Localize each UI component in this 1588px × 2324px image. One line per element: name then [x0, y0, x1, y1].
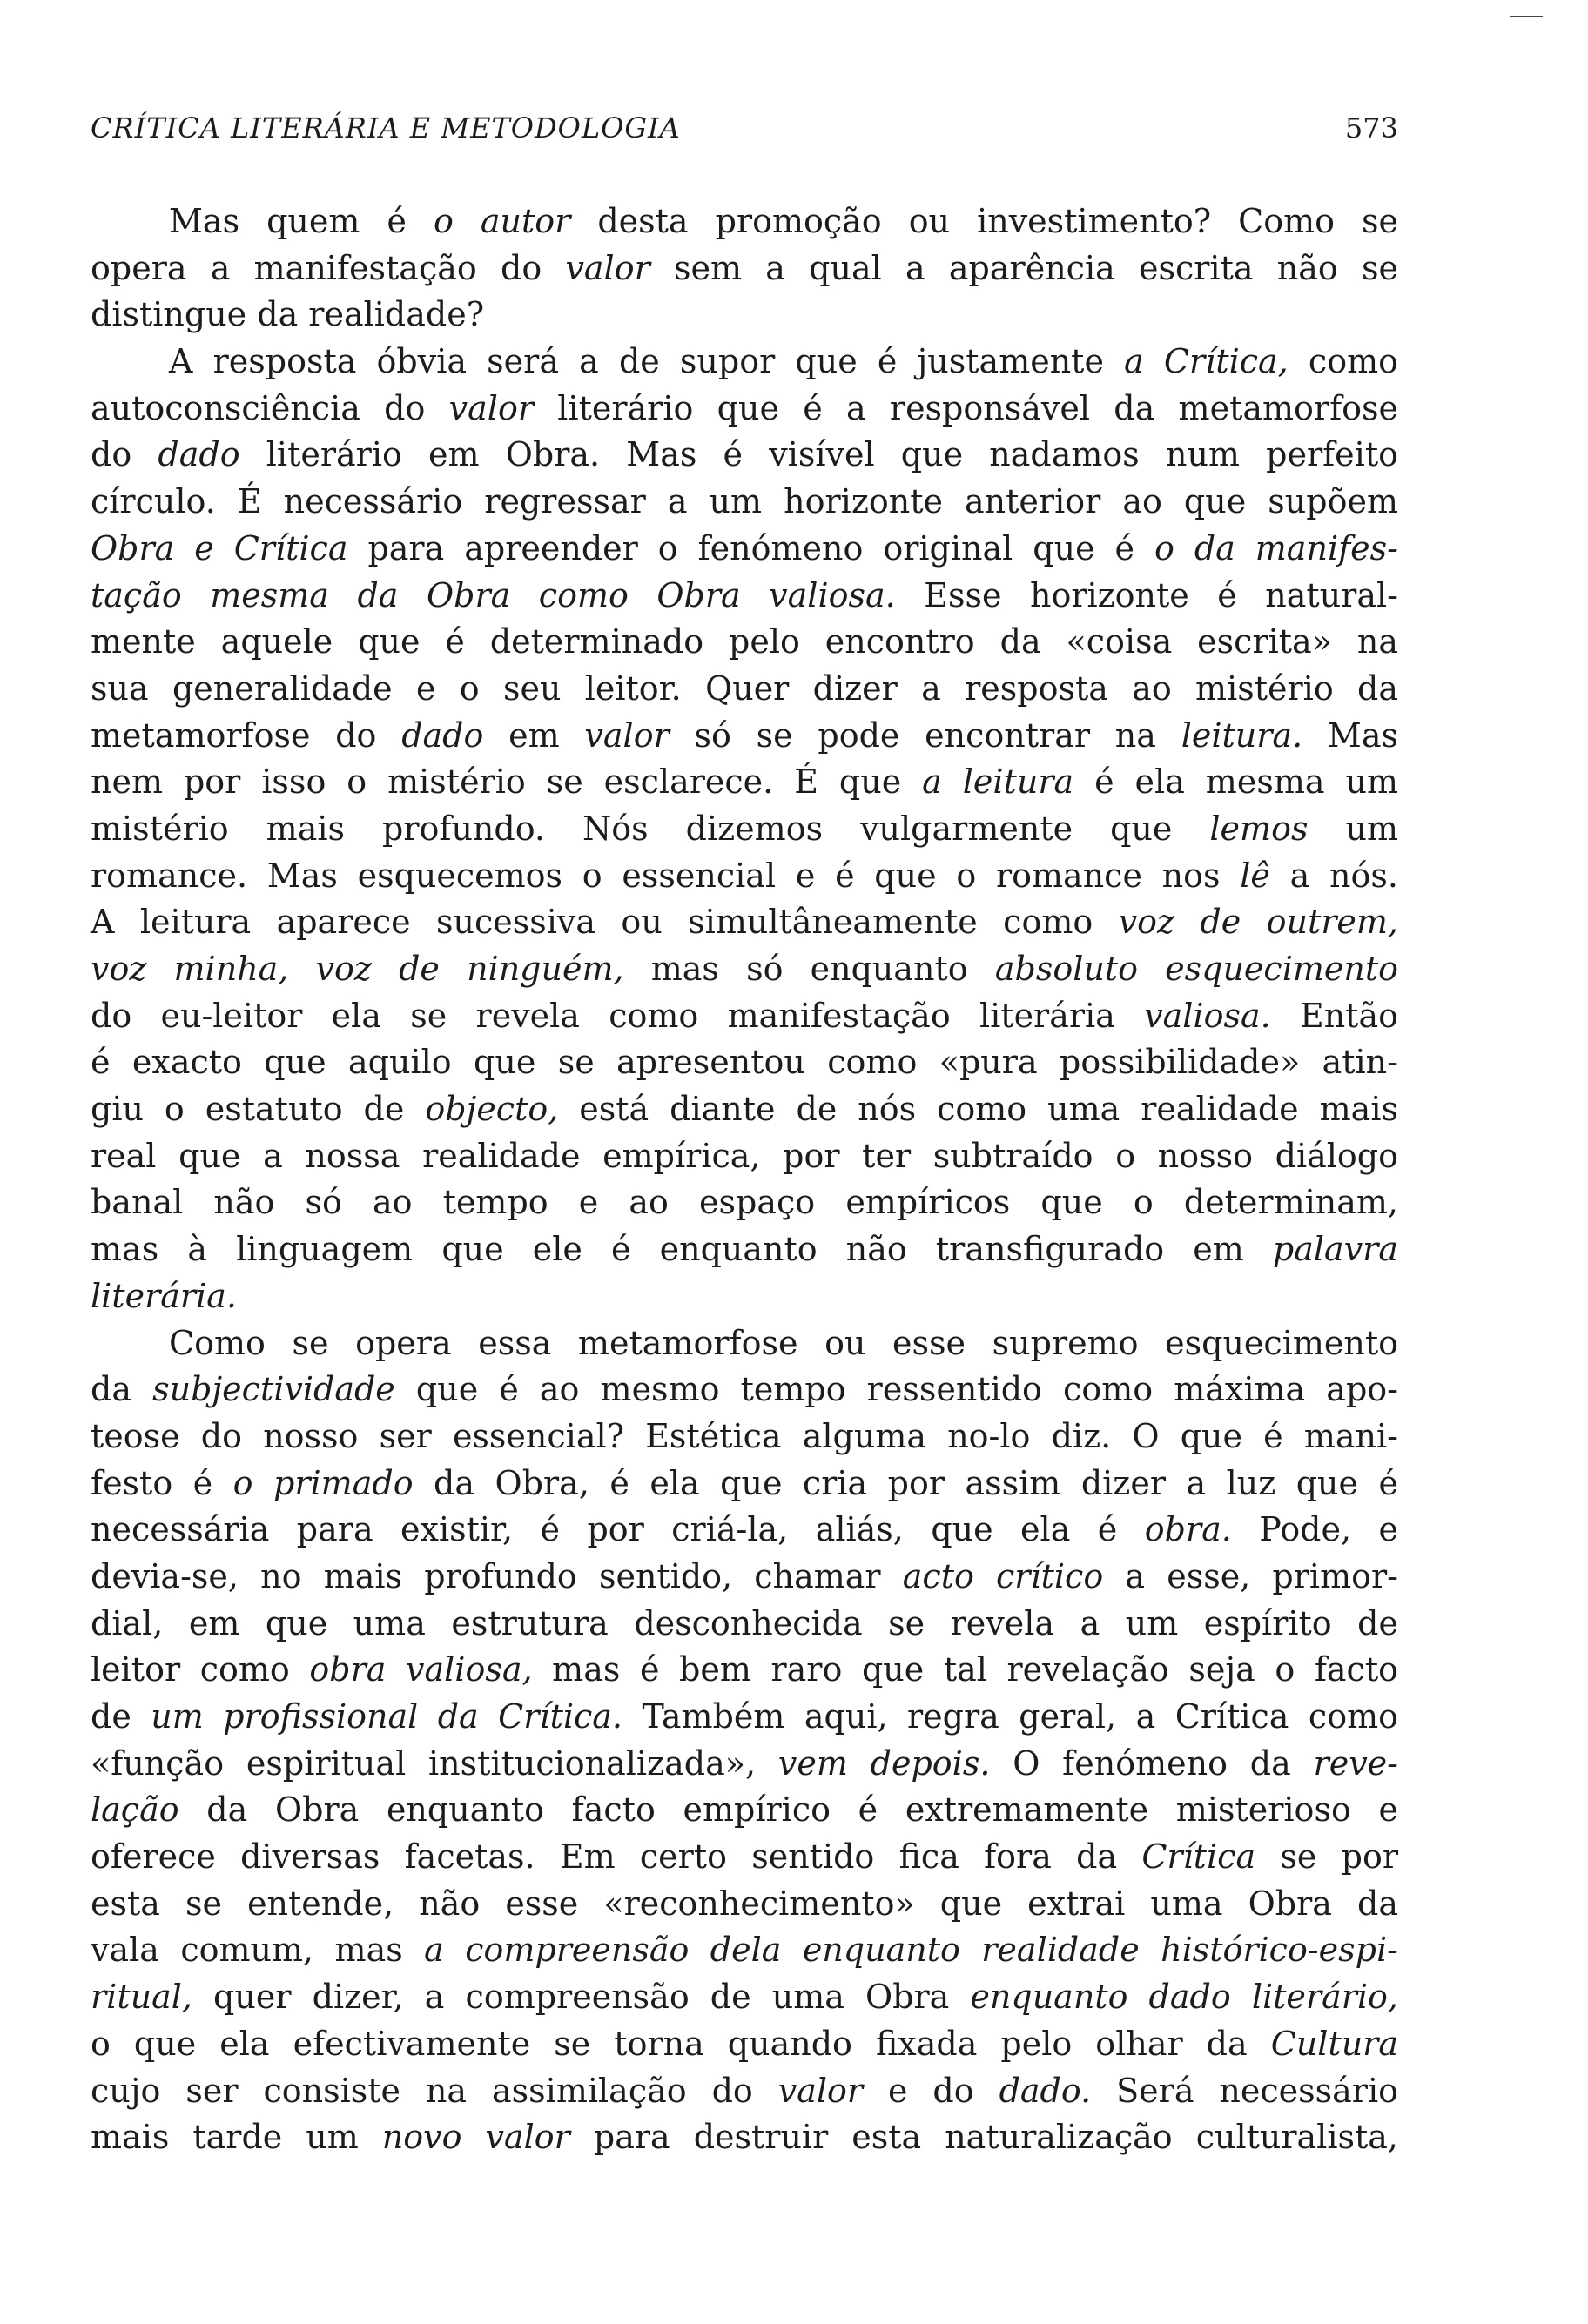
text-line: [91, 899, 1398, 946]
text-span: que é ao mesmo tempo ressentido como máxima apo-: [394, 1370, 1398, 1409]
text-line-content: [91, 432, 1398, 479]
text-line-content: [91, 1507, 1398, 1554]
text-span: leitor como: [91, 1650, 310, 1689]
italic-text: valor: [777, 2071, 864, 2110]
text-span: desta promoção ou investimento? Como se: [570, 202, 1398, 240]
text-line-content: [91, 1039, 1398, 1086]
text-line-content: [169, 339, 1398, 386]
text-line: [91, 713, 1398, 760]
text-span: é ela mesma um: [1073, 762, 1398, 802]
text-span: e do: [863, 2071, 999, 2110]
text-line: [91, 198, 1398, 245]
text-line: [91, 2114, 1398, 2161]
text-line: [91, 619, 1398, 666]
text-line-content: [91, 806, 1398, 853]
text-line-content: [91, 2114, 1398, 2161]
text-span: necessária para existir, é por criá-la, aliás, que ela é: [91, 1510, 1145, 1549]
text-span: do: [91, 435, 158, 474]
text-line-content: [91, 292, 484, 339]
text-span: oferece diversas facetas. Em certo sentido fica fora da: [91, 1837, 1142, 1877]
text-line: [91, 1834, 1398, 1881]
text-span: de: [91, 1697, 151, 1736]
text-span: literário em Obra. Mas é visível que nadamos num perfeito: [239, 435, 1398, 474]
text-line-content: [91, 1927, 1398, 1974]
text-line-content: [91, 993, 1398, 1040]
italic-text: Obra e Crítica: [91, 528, 348, 568]
text-span: mas só enquanto: [623, 950, 995, 988]
text-span: Esse horizonte é natural-: [895, 575, 1398, 615]
italic-text: valor: [565, 248, 650, 287]
italic-text: acto crítico: [902, 1556, 1104, 1595]
text-span: se por: [1255, 1837, 1398, 1877]
page-header: [91, 111, 1398, 155]
text-line: [91, 1694, 1398, 1741]
text-span: o que ela efectivamente se torna quando fixada pelo olhar da: [91, 2024, 1271, 2063]
text-line-content: [91, 1554, 1398, 1601]
text-line-content: [91, 1741, 1398, 1788]
text-span: mas à linguagem que ele é enquanto não transfigurado em: [91, 1230, 1273, 1269]
text-line: [91, 1554, 1398, 1601]
running-head: CRÍTICA LITERÁRIA E METODOLOGIA: [91, 111, 681, 144]
text-span: sua generalidade e o seu leitor. Quer dizer a resposta ao mistério da: [91, 668, 1398, 708]
text-span: dial, em que uma estrutura desconhecida se revela a um espírito de: [91, 1603, 1398, 1642]
text-span: da Obra enquanto facto empírico é extremamente misterioso e: [178, 1790, 1398, 1830]
italic-text: dado: [401, 715, 484, 755]
text-line-content: [91, 2068, 1398, 2115]
text-line-content: [91, 1179, 1398, 1226]
italic-text: Crítica: [1141, 1837, 1256, 1877]
text-span: como: [1288, 342, 1398, 381]
text-span: Será necessário: [1091, 2071, 1398, 2110]
italic-text: valor: [448, 388, 534, 427]
text-span: só se pode encontrar na: [669, 715, 1181, 755]
text-line-content: [91, 1461, 1398, 1508]
text-line-content: [91, 619, 1398, 666]
italic-text: dado.: [999, 2071, 1092, 2110]
text-span: mas é bem raro que tal revelação seja o facto: [532, 1650, 1398, 1689]
text-line-content: [91, 666, 1398, 713]
italic-text: palavra: [1272, 1230, 1398, 1269]
italic-text: objecto,: [425, 1090, 559, 1129]
text-line: [91, 853, 1398, 900]
text-line: [91, 1927, 1398, 1974]
text-line: [91, 1601, 1398, 1648]
text-line-content: [91, 1881, 1398, 1928]
text-line-content: [91, 1694, 1398, 1741]
text-line-content: [91, 479, 1398, 526]
italic-text: enquanto dado literário,: [970, 1978, 1398, 2017]
text-line: [91, 2068, 1398, 2115]
text-line: [91, 1179, 1398, 1226]
page-number: 573: [1344, 111, 1398, 144]
text-line: [91, 245, 1398, 292]
text-span: distingue da realidade?: [91, 295, 485, 334]
text-span: A resposta óbvia será a de supor que é justamente: [169, 342, 1125, 381]
italic-text: lemos: [1209, 809, 1309, 848]
text-line-content: [91, 1601, 1398, 1648]
italic-text: valiosa.: [1144, 996, 1271, 1035]
text-span: é exacto que aquilo que se apresentou como «pura possibilidade» atin-: [91, 1043, 1398, 1082]
text-span: para destruir esta naturalização culturalista,: [569, 2118, 1398, 2157]
text-line: [91, 1367, 1398, 1414]
text-span: banal não só ao tempo e ao espaço empíricos que o determinam,: [91, 1183, 1398, 1222]
text-line: [91, 993, 1398, 1040]
text-span: devia-se, no mais profundo sentido, chamar: [91, 1556, 903, 1595]
italic-text: Cultura: [1270, 2024, 1398, 2063]
text-span: círculo. É necessário regressar a um horizonte anterior ao que supõem: [91, 482, 1398, 521]
text-line: [91, 479, 1398, 526]
text-line: [91, 2021, 1398, 2068]
text-span: está diante de nós como uma realidade mais: [558, 1090, 1398, 1129]
text-line-content: [91, 853, 1398, 900]
text-line: [91, 573, 1398, 620]
italic-text: obra.: [1144, 1510, 1232, 1549]
text-span: vala comum, mas: [91, 1931, 425, 1970]
text-line: [91, 759, 1398, 806]
text-line-content: [91, 759, 1398, 806]
text-span: Também aqui, regra geral, a Crítica como: [622, 1697, 1398, 1736]
text-line-content: [91, 2021, 1398, 2068]
text-line: [91, 339, 1398, 386]
text-span: teose do nosso ser essencial? Estética alguma no-lo diz. O que é mani-: [91, 1416, 1398, 1455]
text-line-content: [91, 1414, 1398, 1461]
italic-text: voz de outrem,: [1118, 903, 1398, 942]
text-line: [91, 1133, 1398, 1180]
text-line-content: [91, 1367, 1398, 1414]
italic-text: o da manifes-: [1154, 528, 1398, 568]
text-line: [91, 1787, 1398, 1834]
text-line-content: [169, 198, 1398, 245]
text-span: em: [483, 715, 585, 755]
italic-text: o autor: [433, 202, 571, 240]
italic-text: a leitura: [922, 762, 1074, 802]
italic-text: literária.: [91, 1276, 237, 1315]
italic-text: ritual,: [91, 1978, 192, 2017]
text-line: [91, 806, 1398, 853]
text-line-content: [91, 1273, 237, 1320]
text-line: [91, 1320, 1398, 1367]
text-line: [91, 946, 1398, 993]
italic-text: a compreensão dela enquanto realidade histórico-espi-: [424, 1931, 1398, 1970]
text-line: [91, 1741, 1398, 1788]
italic-text: tação mesma da Obra como Obra valiosa.: [91, 575, 896, 615]
text-span: esta se entende, não esse «reconhecimento» que extrai uma Obra da: [91, 1884, 1398, 1923]
text-line-content: [91, 573, 1398, 620]
text-span: metamorfose do: [91, 715, 402, 755]
text-span: A leitura aparece sucessiva ou simultâneamente como: [91, 903, 1119, 942]
text-line: [91, 292, 1398, 339]
italic-text: absoluto esquecimento: [994, 950, 1398, 988]
text-span: opera a manifestação do: [91, 248, 566, 287]
text-span: a esse, primor-: [1103, 1556, 1398, 1595]
text-line: [91, 1974, 1398, 2021]
text-span: da: [91, 1370, 153, 1409]
text-line-content: [91, 899, 1398, 946]
text-span: O fenómeno da: [990, 1743, 1314, 1783]
text-line-content: [91, 1787, 1398, 1834]
text-line: [91, 1273, 1398, 1320]
text-line-content: [91, 1647, 1398, 1694]
text-line: [91, 1414, 1398, 1461]
text-span: da Obra, é ela que cria por assim dizer a luz que é: [413, 1463, 1398, 1502]
text-line: [91, 526, 1398, 573]
text-span: mistério mais profundo. Nós dizemos vulgarmente que: [91, 809, 1210, 848]
italic-text: a Crítica,: [1124, 342, 1289, 381]
italic-text: o primado: [232, 1463, 414, 1502]
text-line: [91, 432, 1398, 479]
text-line-content: [91, 245, 1398, 292]
text-span: sem a qual a aparência escrita não se: [649, 248, 1398, 287]
text-span: para apreender o fenómeno original que é: [347, 528, 1154, 568]
text-line: [91, 1226, 1398, 1273]
text-line: [91, 666, 1398, 713]
italic-text: dado: [158, 435, 240, 474]
text-line-content: [91, 1133, 1398, 1180]
italic-text: lê: [1240, 856, 1270, 895]
italic-text: um profissional da Crítica.: [151, 1697, 623, 1736]
text-line: [91, 1881, 1398, 1928]
text-line: [91, 1086, 1398, 1133]
italic-text: lação: [91, 1790, 179, 1830]
text-line-content: [91, 526, 1398, 573]
text-span: Pode, e: [1231, 1510, 1398, 1549]
italic-text: valor: [584, 715, 670, 755]
text-line: [91, 386, 1398, 433]
text-span: «função espiritual institucionalizada»,: [91, 1743, 778, 1783]
text-span: Mas: [1302, 715, 1398, 755]
text-span: mente aquele que é determinado pelo encontro da «coisa escrita» na: [91, 622, 1398, 662]
text-span: a nós.: [1269, 856, 1398, 895]
text-line: [91, 1039, 1398, 1086]
italic-text: vem depois.: [777, 1743, 991, 1783]
italic-text: voz minha, voz de ninguém,: [91, 950, 624, 988]
text-span: literário que é a responsável da metamorfose: [534, 388, 1398, 427]
text-span: festo é: [91, 1463, 233, 1502]
text-span: nem por isso o mistério se esclarece. É que: [91, 762, 923, 802]
text-span: giu o estatuto de: [91, 1090, 426, 1129]
italic-text: subjectividade: [152, 1370, 395, 1409]
text-span: mais tarde um: [91, 2118, 382, 2157]
text-span: romance. Mas esquecemos o essencial e é que o romance nos: [91, 856, 1241, 895]
text-span: Então: [1270, 996, 1398, 1035]
text-line-content: [169, 1320, 1398, 1367]
text-line: [91, 1647, 1398, 1694]
italic-text: leitura.: [1181, 715, 1303, 755]
text-line: [91, 1507, 1398, 1554]
text-line-content: [91, 1086, 1398, 1133]
text-span: autoconsciência do: [91, 388, 449, 427]
text-span: Como se opera essa metamorfose ou esse supremo esquecimento: [169, 1323, 1398, 1362]
text-line-content: [91, 1834, 1398, 1881]
text-span: do eu-leitor ela se revela como manifestação literária: [91, 996, 1145, 1035]
text-line-content: [91, 713, 1398, 760]
text-span: cujo ser consiste na assimilação do: [91, 2071, 778, 2110]
text-line-content: [91, 1974, 1398, 2021]
text-span: um: [1308, 809, 1398, 848]
text-span: Mas quem é: [169, 202, 434, 240]
text-line: [91, 1461, 1398, 1508]
body-text: [91, 198, 1398, 2161]
scan-edge-mark: [1510, 16, 1543, 17]
italic-text: obra valiosa,: [309, 1650, 533, 1689]
text-span: real que a nossa realidade empírica, por ter subtraído o nosso diálogo: [91, 1136, 1398, 1175]
italic-text: reve-: [1313, 1743, 1398, 1783]
text-span: quer dizer, a compreensão de uma Obra: [192, 1978, 971, 2017]
italic-text: novo valor: [381, 2118, 570, 2157]
text-line-content: [91, 946, 1398, 993]
text-line-content: [91, 386, 1398, 433]
text-line-content: [91, 1226, 1398, 1273]
